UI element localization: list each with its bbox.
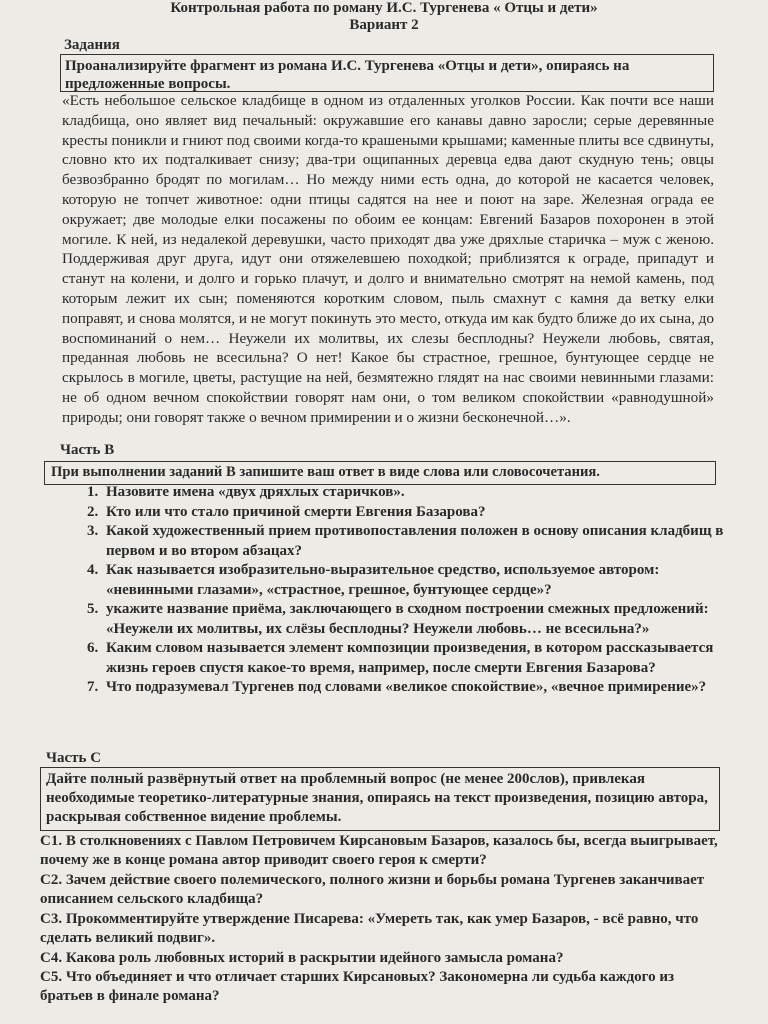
tasks-heading: Задания: [64, 37, 120, 53]
question-c2: С2. Зачем действие своего полемического, полного жизни и борьбы романа Тургенев заканчивает описанием сельского кладбища?: [40, 872, 705, 907]
task-instruction-box: Проанализируйте фрагмент из романа И.С. Тургенева «Отцы и дети», опираясь на предложенные вопросы.: [60, 54, 714, 92]
novel-passage: «Есть небольшое сельское кладбище в одном из отдаленных уголков России. Как почти все наши кладбища, оно являет вид печальный: окружавшие его канавы давно заросли; серые деревянные кресты поникли и гниют под своими когда-то крашеными крышами; каменные плиты все сдвинуты, словно кто их подталкивает снизу; два-три ощипанных деревца едва дают скудную тень; овцы безвозбранно бродят по могилам… Но между ними есть одна, до которой не касается человек, которую не топчет животное: одни птицы садятся на нее и поют на заре. Железная ограда ее окружает; две молодые елки посажены по обоим ее концам: Евгений Базаров похоронен в этой могиле. К ней, из недалекой деревушки, часто приходят два уже дряхлые старичка – муж с женою. Поддерживая друг друга, идут они отяжелевшею походкой; приблизятся к ограде, припадут и станут на колени, и долго и горько плачут, и долго и внимательно смотрят на немой камень, под которым лежит их сын; поменяются коротким словом, пыль смахнут с камня да ветку елки поправят, и снова молятся, и не могут покинуть это место, откуда им как будто ближе до их сына, до воспоминаний о нем… Неужели их молитвы, их слезы бесплодны? Неужели любовь, святая, преданная любовь не всесильна? О нет! Какое бы страстное, грешное, бунтующее сердце не скрылось в могиле, цветы, растущие на ней, безмятежно глядят на нас своими невинными глазами: не об одном вечном спокойствии говорят нам они, о том великом спокойствии «равнодушной» природы; они говорят также о вечном примирении и о жизни бесконечной…».: [62, 92, 714, 426]
question-c4: С4. Какова роль любовных историй в раскрытии идейного замысла романа?: [40, 950, 564, 966]
part-c-instruction-box: Дайте полный развёрнутый ответ на проблемный вопрос (не менее 200слов), привлекая необходимые теоретико-литературные знания, опираясь на текст произведения, позицию автора, раскрывая собственное видение проблемы.: [40, 767, 720, 831]
question-c1: С1. В столкновениях с Павлом Петровичем Кирсановым Базаров, казалось бы, всегда выигрывает, почему же в конце романа автор приводит своего героя к смерти?: [40, 833, 718, 868]
page-title: [0, 0, 768, 34]
work-title: Контрольная работа по роману И.С. Тургенева « Отцы и дети»: [170, 0, 598, 16]
question-c3: С3. Прокомментируйте утверждение Писарева: «Умереть так, как умер Базаров, - всё равно, что сделать великий подвиг».: [40, 911, 699, 946]
part-c-heading: Часть С: [46, 750, 102, 766]
part-b-questions: [62, 483, 742, 698]
question-6: 6. Каким словом называется элемент композиции произведения, в котором рассказывается жизнь героев спустя какое-то время, например, после смерти Евгения Базарова?: [102, 639, 742, 678]
question-5: 5. укажите название приёма, заключающего в сходном построении смежных предложений: «Неужели их молитвы, их слёзы бесплодны? Неужели любовь… не всесильна?»: [102, 600, 742, 639]
question-1: 1. Назовите имена «двух дряхлых старичков».: [102, 483, 742, 503]
question-2: 2. Кто или что стало причиной смерти Евгения Базарова?: [102, 503, 742, 523]
question-3: 3. Какой художественный прием противопоставления положен в основу описания кладбищ в первом и во втором абзацах?: [102, 522, 742, 561]
question-4: 4. Как называется изобразительно-выразительное средство, используемое автором: «невинными глазами», «страстное, грешное, бунтующее сердце»?: [102, 561, 742, 600]
variant-label: Вариант 2: [349, 17, 419, 33]
question-7: 7. Что подразумевал Тургенев под словами «великое спокойствие», «вечное примирение»?: [102, 678, 742, 698]
part-b-instruction-box: При выполнении заданий В запишите ваш ответ в виде слова или словосочетания.: [44, 461, 716, 485]
part-b-heading: Часть В: [60, 442, 115, 458]
question-c5: С5. Что объединяет и что отличает старших Кирсановых? Закономерна ли судьба каждого из братьев в финале романа?: [40, 969, 675, 1004]
